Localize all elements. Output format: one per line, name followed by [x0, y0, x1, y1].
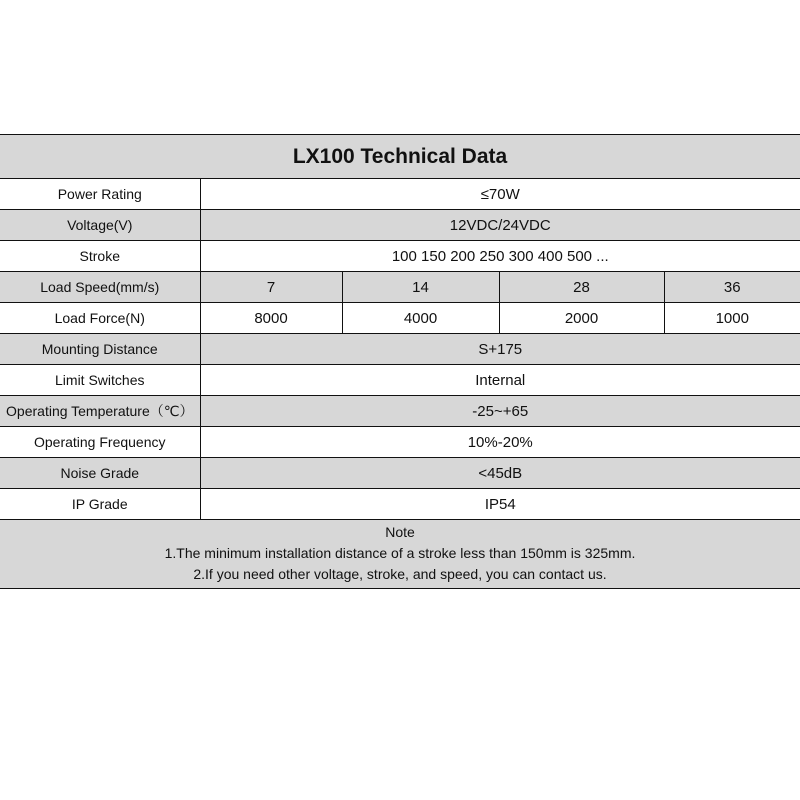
note-row [0, 520, 800, 589]
table-row-voltage [0, 210, 800, 241]
table-title-row [0, 135, 800, 179]
row-label: Power Rating [0, 179, 200, 210]
table-row-limit-switches [0, 365, 800, 396]
table-row-load-force [0, 303, 800, 334]
row-label: Voltage(V) [0, 210, 200, 241]
row-value-cell: 4000 [342, 303, 499, 334]
row-value: -25~+65 [200, 396, 800, 427]
row-label: Load Speed(mm/s) [0, 272, 200, 303]
table-row-ip-grade [0, 489, 800, 520]
note-cell [0, 520, 800, 589]
table-row-load-speed [0, 272, 800, 303]
row-label: Mounting Distance [0, 334, 200, 365]
note-heading: Note [385, 524, 415, 540]
row-value: 10%-20% [200, 427, 800, 458]
table-row-power-rating [0, 179, 800, 210]
row-value-cell: 1000 [664, 303, 800, 334]
table-row-operating-frequency [0, 427, 800, 458]
row-label: Operating Temperature（℃） [0, 396, 200, 427]
technical-data-sheet [0, 134, 800, 589]
row-value: S+175 [200, 334, 800, 365]
row-label: Operating Frequency [0, 427, 200, 458]
row-value: Internal [200, 365, 800, 396]
row-value: IP54 [200, 489, 800, 520]
row-value-cell: 36 [664, 272, 800, 303]
table-title: LX100 Technical Data [0, 135, 800, 179]
row-value-cell: 14 [342, 272, 499, 303]
row-label: IP Grade [0, 489, 200, 520]
row-label: Stroke [0, 241, 200, 272]
row-value: 12VDC/24VDC [200, 210, 800, 241]
row-label: Noise Grade [0, 458, 200, 489]
table-row-noise-grade [0, 458, 800, 489]
technical-data-table [0, 134, 800, 589]
table-row-operating-temperature [0, 396, 800, 427]
row-value: 100 150 200 250 300 400 500 ... [200, 241, 800, 272]
row-label: Load Force(N) [0, 303, 200, 334]
row-value-cell: 7 [200, 272, 342, 303]
row-value-cell: 8000 [200, 303, 342, 334]
row-label: Limit Switches [0, 365, 200, 396]
table-row-stroke [0, 241, 800, 272]
row-value: ≤70W [200, 179, 800, 210]
note-line-2: 2.If you need other voltage, stroke, and speed, you can contact us. [193, 566, 607, 582]
note-line-1: 1.The minimum installation distance of a stroke less than 150mm is 325mm. [164, 545, 636, 561]
table-row-mounting-distance [0, 334, 800, 365]
row-value-cell: 28 [499, 272, 664, 303]
row-value-cell: 2000 [499, 303, 664, 334]
row-value: <45dB [200, 458, 800, 489]
